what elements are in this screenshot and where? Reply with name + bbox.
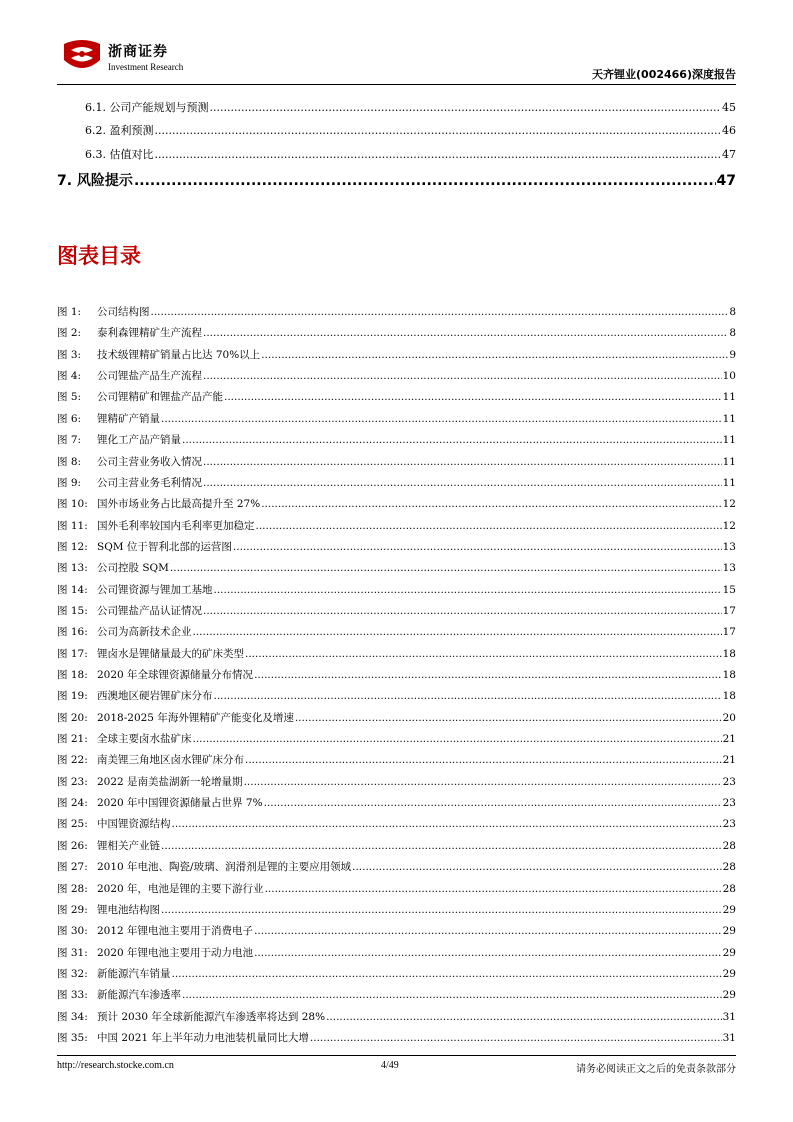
figure-page: 8 [729, 327, 736, 340]
figure-number: 图 31: [57, 946, 88, 959]
figure-title: 泰利森锂精矿生产流程 [97, 327, 202, 340]
toc-leader [203, 327, 728, 339]
toc-leader [161, 904, 722, 916]
toc-leader [265, 883, 722, 895]
figure-title: 2020 年中国锂资源储量占世界 7% [97, 797, 263, 809]
figure-page: 31 [722, 1031, 736, 1044]
figure-list-item[interactable] [57, 411, 736, 426]
figure-list-item[interactable] [57, 582, 736, 597]
figure-title: 公司锂资源与锂加工基地 [97, 583, 213, 596]
toc-leader [233, 541, 722, 553]
figure-list-item[interactable] [57, 432, 736, 447]
figure-page: 28 [722, 861, 736, 874]
figure-title: 公司控股 SQM [97, 562, 169, 575]
figure-list-item[interactable] [57, 560, 736, 575]
toc-sub-page: 45 [722, 101, 736, 114]
figure-number: 图 18: [57, 669, 88, 681]
figure-number: 图 6: [57, 412, 82, 425]
figure-number: 图 23: [57, 775, 88, 788]
company-logo-icon [60, 38, 104, 74]
brand-name-en: Investment Research [108, 62, 184, 72]
figure-page: 11 [722, 455, 736, 468]
figure-list-item[interactable] [57, 752, 736, 767]
figure-list-item[interactable] [57, 667, 736, 682]
figure-title: 锂精矿产销量 [97, 412, 160, 425]
toc-leader [261, 349, 728, 361]
figure-title: 新能源汽车渗透率 [97, 989, 181, 1002]
figure-list-item[interactable] [57, 496, 736, 511]
figure-page: 18 [722, 647, 736, 660]
figure-number: 图 4: [57, 370, 82, 383]
figure-title: 2010 年电池、陶瓷/玻璃、润滑剂是锂的主要应用领域 [97, 861, 352, 874]
toc-leader [203, 456, 722, 468]
figure-page: 12 [722, 519, 736, 532]
figure-page: 11 [722, 476, 736, 489]
toc-leader [203, 370, 722, 382]
figure-page: 18 [722, 690, 736, 703]
toc-leader [134, 173, 716, 189]
figure-title: 锂卤水是锂储量最大的矿床类型 [97, 647, 244, 660]
figure-list-item[interactable] [57, 816, 736, 831]
figure-page: 17 [722, 604, 736, 617]
toc-leader [182, 989, 722, 1001]
figure-number: 图 17: [57, 647, 88, 660]
footer-disclaimer: 请务必阅读正文之后的免责条款部分 [576, 1064, 736, 1075]
toc-sub-item[interactable] [85, 146, 736, 162]
figure-list-item[interactable] [57, 389, 736, 404]
footer-page-number: 4/49 [381, 1060, 399, 1071]
toc-leader [161, 840, 722, 852]
figure-list-item[interactable] [57, 881, 736, 896]
figure-page: 29 [722, 925, 736, 938]
figure-page: 12 [722, 498, 736, 511]
figure-number: 图 33: [57, 989, 88, 1002]
figure-list-item[interactable] [57, 1030, 736, 1045]
figure-number: 图 10: [57, 498, 88, 511]
toc-leader [244, 776, 722, 788]
figure-number: 图 21: [57, 733, 88, 745]
figure-list-item[interactable] [57, 624, 736, 639]
figure-number: 图 29: [57, 903, 88, 916]
figure-list-item[interactable] [57, 987, 736, 1002]
figure-number: 图 24: [57, 797, 88, 809]
toc-leader [182, 434, 722, 446]
toc-leader [214, 584, 722, 596]
toc-sub-page: 47 [722, 148, 736, 161]
figure-list-item[interactable] [57, 646, 736, 661]
toc-leader [254, 925, 722, 937]
figure-title: 中国 2021 年上半年动力电池装机量同比大增 [97, 1031, 309, 1044]
figure-title: 公司主营业务收入情况 [97, 455, 202, 468]
toc-leader [310, 1032, 722, 1044]
figure-list-item[interactable] [57, 368, 736, 383]
figure-title: 南美锂三角地区卤水锂矿床分布 [97, 754, 244, 767]
figure-page: 28 [722, 839, 736, 852]
figure-list-item[interactable] [57, 710, 736, 725]
figure-number: 图 34: [57, 1010, 88, 1023]
toc-sub-label: 6.3. 估值对比 [85, 148, 154, 161]
figure-title: 公司锂盐产品认证情况 [97, 604, 202, 617]
figure-number: 图 15: [57, 604, 88, 617]
figure-number: 图 19: [57, 690, 88, 703]
figure-page: 28 [722, 882, 736, 895]
figure-number: 图 13: [57, 562, 88, 575]
toc-leader [254, 669, 722, 681]
figure-number: 图 3: [57, 348, 82, 361]
toc-leader [203, 477, 722, 489]
figure-page: 13 [722, 562, 736, 575]
figure-title: 2012 年锂电池主要用于消费电子 [97, 925, 254, 938]
footer-divider [57, 1055, 736, 1056]
figure-number: 图 12: [57, 540, 88, 553]
figure-list-item[interactable] [57, 859, 736, 874]
figure-list-item[interactable] [57, 774, 736, 789]
figure-page: 21 [722, 754, 736, 767]
figure-list-item[interactable] [57, 902, 736, 917]
figure-list-item[interactable] [57, 945, 736, 960]
figure-title: 2020 年锂电池主要用于动力电池 [97, 946, 254, 959]
figure-page: 23 [722, 797, 736, 809]
toc-leader [352, 861, 722, 873]
toc-leader [203, 605, 722, 617]
toc-main-label: 7. 风险提示 [57, 173, 133, 189]
figure-page: 9 [729, 348, 736, 361]
figure-number: 图 11: [57, 519, 88, 532]
figure-page: 10 [722, 370, 736, 383]
figure-number: 图 22: [57, 754, 88, 767]
header-divider [57, 84, 736, 85]
toc-leader [214, 690, 722, 702]
figure-number: 图 27: [57, 861, 88, 874]
figure-page: 11 [722, 412, 736, 425]
figure-number: 图 5: [57, 391, 82, 404]
figure-title: 中国锂资源结构 [97, 818, 171, 831]
figure-list-item[interactable] [57, 475, 736, 490]
figure-page: 11 [722, 434, 736, 447]
toc-leader [254, 947, 722, 959]
figure-number: 图 1: [57, 306, 82, 318]
figure-number: 图 2: [57, 327, 82, 340]
toc-leader [295, 712, 722, 724]
figure-list-item[interactable] [57, 347, 736, 362]
figure-page: 23 [722, 818, 736, 831]
figure-title: 锂化工产品产销量 [97, 434, 181, 447]
figure-list-item[interactable] [57, 304, 736, 319]
report-title: 天齐锂业(002466)深度报告 [592, 68, 736, 81]
figure-number: 图 7: [57, 434, 82, 447]
toc-sub-item[interactable] [85, 122, 736, 138]
figure-title: 锂电池结构图 [97, 903, 160, 916]
chart-list-heading: 图表目录 [57, 244, 141, 268]
toc-leader [172, 818, 722, 830]
figure-list-item[interactable] [57, 731, 736, 746]
figure-number: 图 32: [57, 967, 88, 980]
figure-page: 21 [722, 733, 736, 745]
toc-main-item[interactable] [57, 170, 736, 190]
figure-number: 图 28: [57, 882, 88, 895]
toc-leader [245, 648, 722, 660]
toc-leader [326, 1011, 722, 1023]
footer-url[interactable]: http://research.stocke.com.cn [57, 1060, 174, 1071]
figure-list-item[interactable] [57, 518, 736, 533]
figure-title: 公司为高新技术企业 [97, 626, 192, 639]
figure-page: 13 [722, 540, 736, 553]
figure-page: 29 [722, 946, 736, 959]
figure-page: 29 [722, 903, 736, 916]
figure-number: 图 8: [57, 455, 82, 468]
figure-page: 11 [722, 391, 736, 404]
toc-main-page: 47 [716, 173, 736, 189]
toc-leader [264, 797, 722, 809]
toc-leader [151, 306, 729, 318]
toc-leader [256, 520, 722, 532]
figure-number: 图 35: [57, 1031, 88, 1044]
toc-leader [193, 626, 722, 638]
figure-list-item[interactable] [57, 923, 736, 938]
figure-page: 20 [722, 711, 736, 724]
figure-title: 公司锂盐产品生产流程 [97, 370, 202, 383]
toc-leader [245, 754, 722, 766]
toc-sub-label: 6.1. 公司产能规划与预测 [85, 101, 209, 114]
figure-list-item[interactable] [57, 603, 736, 618]
figure-title: 公司结构图 [97, 306, 150, 318]
toc-leader [210, 101, 722, 114]
figure-page: 23 [722, 775, 736, 788]
figure-title: 国外毛利率较国内毛利率更加稳定 [97, 519, 255, 532]
toc-leader [155, 148, 722, 161]
figure-page: 8 [729, 306, 736, 318]
figure-page: 29 [722, 967, 736, 980]
figure-title: 新能源汽车销量 [97, 967, 171, 980]
toc-leader [261, 498, 721, 510]
figure-list-item[interactable] [57, 838, 736, 853]
figure-title: 公司主营业务毛利情况 [97, 476, 202, 489]
figure-title: SQM 位于智利北部的运营图 [97, 540, 232, 553]
figure-title: 2020 年，电池是锂的主要下游行业 [97, 882, 264, 895]
figure-list-item[interactable] [57, 966, 736, 981]
toc-leader [155, 124, 722, 137]
figure-title: 国外市场业务占比最高提升至 27% [97, 498, 261, 511]
figure-title: 全球主要卤水盐矿床 [97, 733, 192, 745]
figure-number: 图 25: [57, 818, 88, 831]
figure-list-item[interactable] [57, 454, 736, 469]
figure-list-item[interactable] [57, 325, 736, 340]
figure-title: 2018-2025 年海外锂精矿产能变化及增速 [97, 711, 294, 724]
figure-title: 预计 2030 年全球新能源汽车渗透率将达到 28% [97, 1010, 326, 1023]
figure-number: 图 14: [57, 583, 88, 596]
figure-number: 图 16: [57, 626, 88, 639]
figure-list-item[interactable] [57, 1009, 736, 1024]
figure-title: 公司锂精矿和锂盐产品产能 [97, 391, 223, 404]
toc-leader [161, 413, 722, 425]
figure-title: 锂相关产业链 [97, 839, 160, 852]
figure-page: 17 [722, 626, 736, 639]
figure-list-item[interactable] [57, 539, 736, 554]
toc-sub-item[interactable] [85, 99, 736, 115]
toc-sub-label: 6.2. 盈利预测 [85, 124, 154, 137]
toc-sub-page: 46 [722, 124, 736, 137]
figure-page: 15 [722, 583, 736, 596]
toc-leader [193, 733, 722, 745]
figure-number: 图 9: [57, 476, 82, 489]
toc-leader [224, 391, 722, 403]
brand-name-cn: 浙商证券 [108, 44, 168, 60]
figure-page: 31 [722, 1010, 736, 1023]
toc-leader [170, 562, 722, 574]
figure-title: 西澳地区硬岩锂矿床分布 [97, 690, 213, 703]
figure-page: 18 [722, 669, 736, 681]
figure-list-item[interactable] [57, 688, 736, 703]
figure-number: 图 20: [57, 711, 88, 724]
figure-title: 2022 是南美盐湖新一轮增量期 [97, 775, 243, 788]
figure-list-item[interactable] [57, 795, 736, 810]
figure-page: 29 [722, 989, 736, 1002]
figure-number: 图 30: [57, 925, 88, 938]
figure-number: 图 26: [57, 839, 88, 852]
figure-title: 2020 年全球锂资源储量分布情况 [97, 669, 254, 681]
figure-title: 技术级锂精矿销量占比达 70%以上 [97, 348, 261, 361]
toc-leader [172, 968, 722, 980]
